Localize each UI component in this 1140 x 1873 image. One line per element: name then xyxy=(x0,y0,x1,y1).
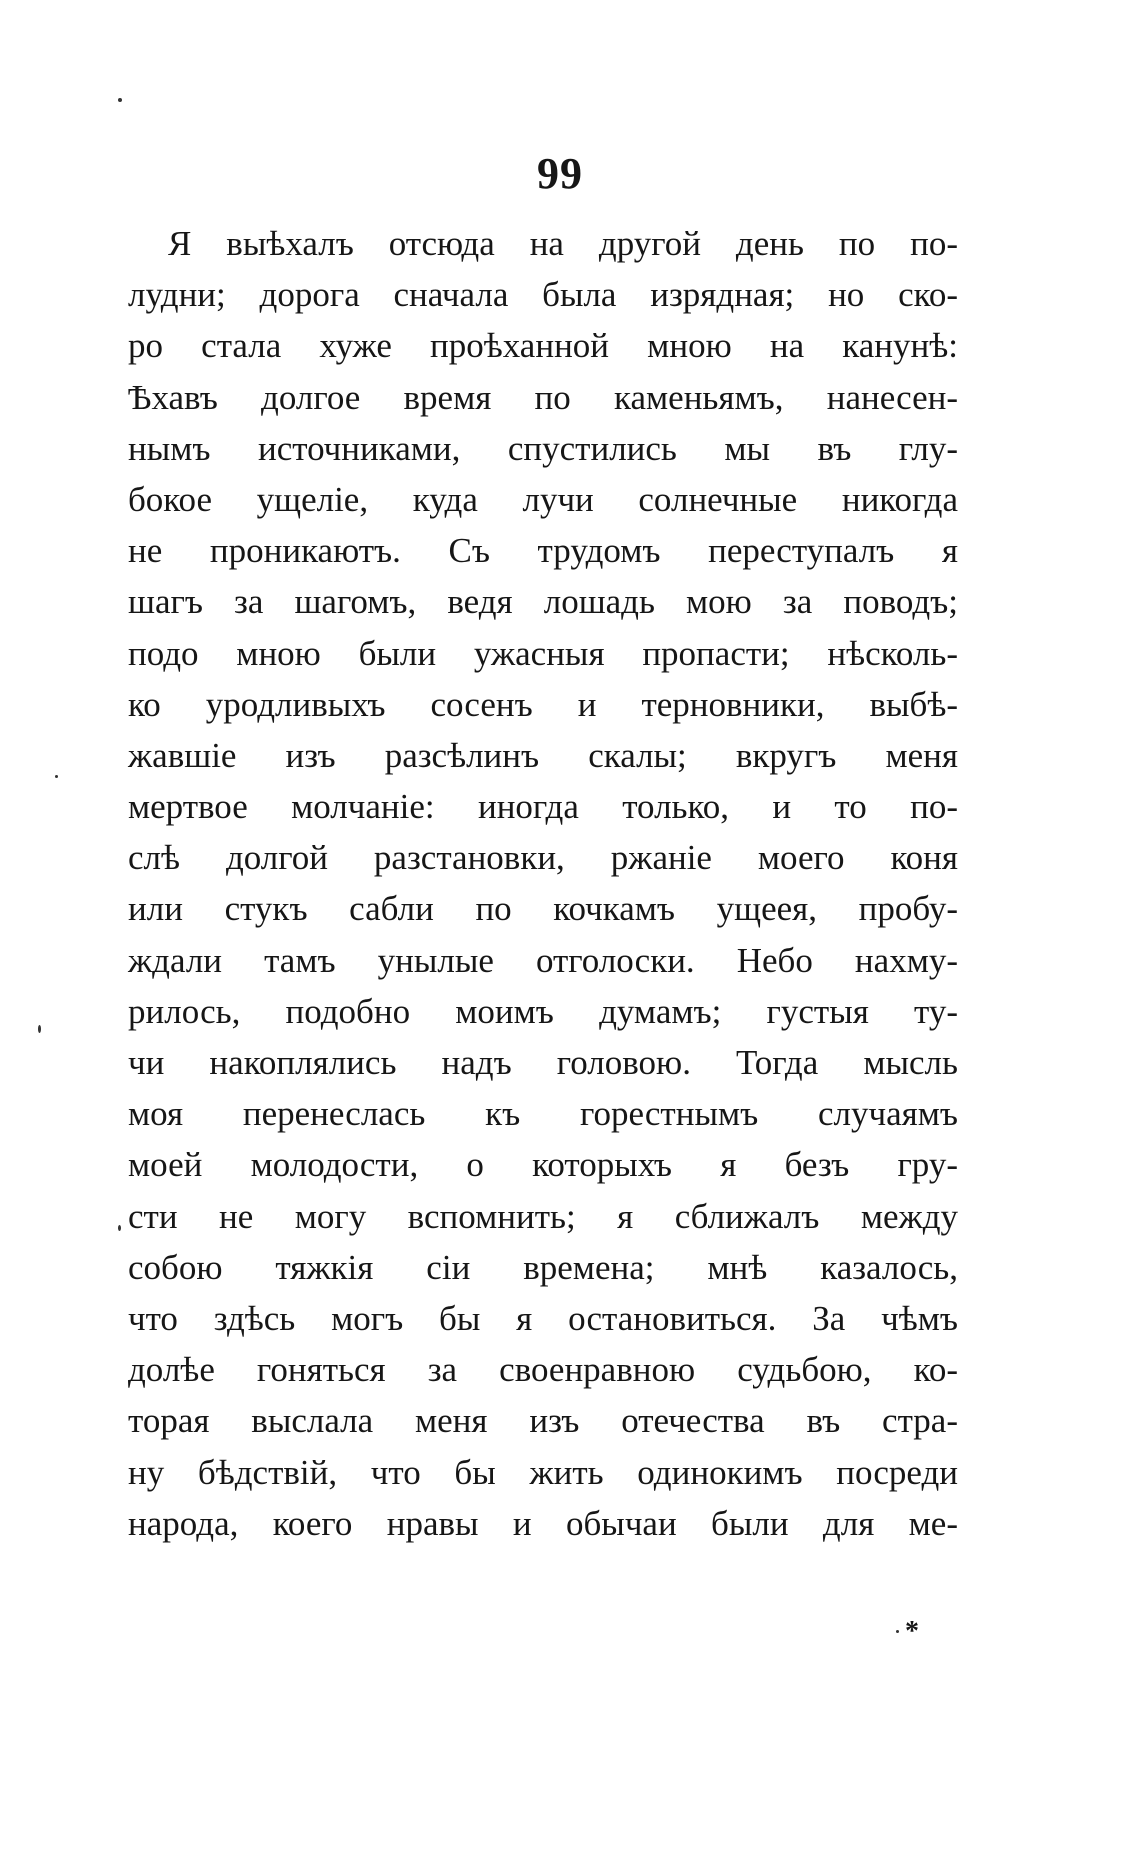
text-line: или стукъ сабли по кочкамъ ущеея, пробу- xyxy=(128,889,958,929)
text-line: шагъ за шагомъ, ведя лошадь мою за поводъ; xyxy=(128,582,958,622)
text-line: мертвое молчанiе: иногда только, и то по- xyxy=(128,787,958,827)
text-line: ро стала хуже проѣханной мною на канунѣ: xyxy=(128,326,958,366)
text-line: народа, коего нравы и обычаи были для ме- xyxy=(128,1503,958,1543)
text-line: Я выѣхалъ отсюда на другой день по по- xyxy=(168,224,958,263)
scan-speck xyxy=(896,1630,899,1633)
text-line: Ѣхавъ долгое время по каменьямъ, нанесен- xyxy=(128,377,958,417)
text-line: нымъ источниками, спустились мы въ глу- xyxy=(128,428,958,468)
text-line: моей молодости, о которыхъ я безъ гру- xyxy=(128,1145,958,1185)
text-line: собою тяжкiя сiи времена; мнѣ казалось, xyxy=(128,1247,958,1287)
text-line: бокое ущелiе, куда лучи солнечные никогда xyxy=(128,479,958,519)
text-line: чи накоплялись надъ головою. Тогда мысль xyxy=(128,1043,958,1082)
body-text xyxy=(128,218,958,1549)
text-line: сти не могу вспомнить; я сближалъ между xyxy=(128,1196,958,1236)
scan-speck xyxy=(118,98,122,102)
text-line: торая выслала меня изъ отечества въ стра- xyxy=(128,1401,958,1441)
page-number: 99 xyxy=(537,149,583,198)
scan-speck xyxy=(55,775,58,778)
text-line: слѣ долгой разстановки, ржанiе моего коня xyxy=(128,838,958,878)
text-line: рилось, подобно моимъ думамъ; густыя ту- xyxy=(128,991,958,1031)
text-line: ждали тамъ унылые отголоски. Небо нахму- xyxy=(128,940,958,980)
scan-speck xyxy=(38,1025,41,1033)
text-line: ну бѣдствiй, что бы жить одинокимъ посреди xyxy=(128,1452,958,1492)
text-line: ко уродливыхъ сосенъ и терновники, выбѣ- xyxy=(128,684,958,724)
text-line: подо мною были ужасныя пропасти; нѣсколь- xyxy=(128,633,958,673)
text-line: жавшiе изъ разсѣлинъ скалы; вкругъ меня xyxy=(128,735,958,775)
scan-speck xyxy=(118,1225,121,1231)
text-line: моя перенеслась къ горестнымъ случаямъ xyxy=(128,1094,958,1134)
text-line: не проникаютъ. Съ трудомъ переступалъ я xyxy=(128,531,958,571)
signature-mark: * xyxy=(905,1616,919,1647)
text-line: что здѣсь могъ бы я остановиться. За чѣмъ xyxy=(128,1298,958,1338)
text-line: долѣе гоняться за своенравною судьбою, ко- xyxy=(128,1350,958,1390)
text-line: лудни; дорога сначала была изрядная; но ско- xyxy=(128,275,958,315)
